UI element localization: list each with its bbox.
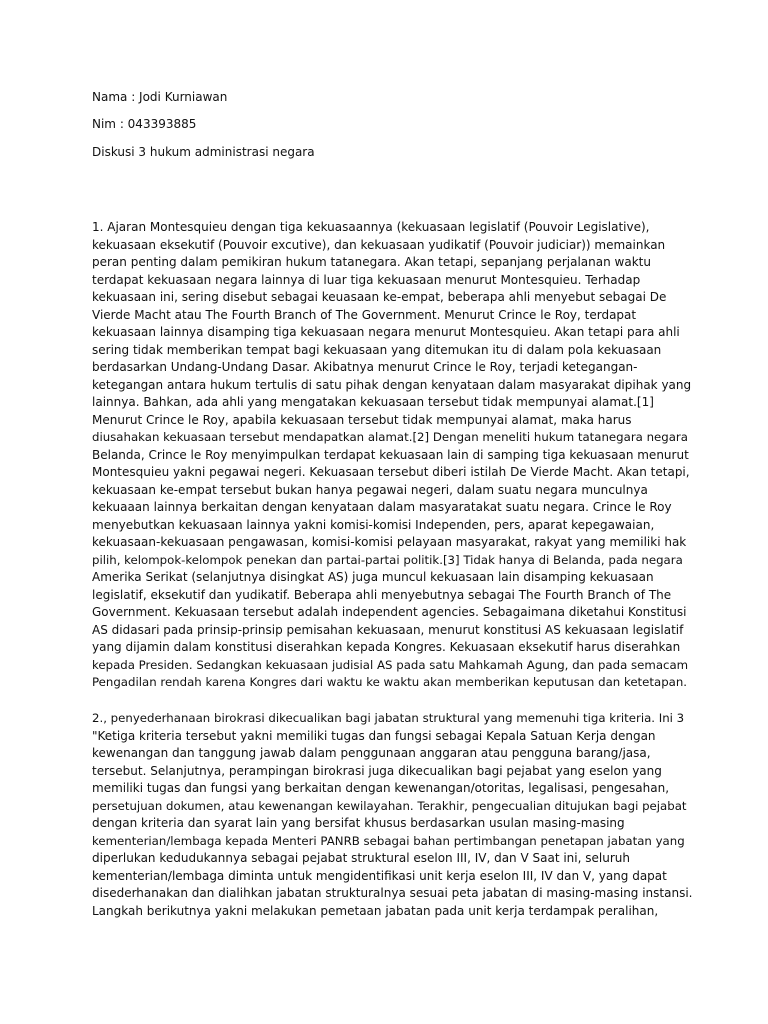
- paragraph-line: "Ketiga kriteria tersebut yakni memiliki tugas dan fungsi sebagai Kepala Satuan Kerja dengan: [92, 728, 656, 743]
- paragraph-line: kekuasaan ke-empat tersebut bukan hanya pegawai negeri, dalam suatu negara munculnya: [92, 482, 648, 497]
- paragraph-line: kekuasaan lainnya disamping tiga kekuasaan negara menurut Montesquieu. Akan tetapi para ahli: [92, 325, 680, 339]
- paragraph-line: menyebutkan kekuasaan lainnya yakni komisi-komisi Independen, pers, aparat kepegawaian,: [92, 517, 655, 532]
- paragraph-line: pilih, kelompok-kelompok penekan dan partai-partai politik.[3] Tidak hanya di Belanda, pada negara: [92, 552, 683, 567]
- paragraph-line: disederhanakan dan dialihkan jabatan strukturalnya sesuai peta jabatan di masing-masing instansi.: [92, 886, 693, 900]
- paragraph-line: terdapat kekuasaan negara lainnya di luar tiga kekuasaan menurut Montesquieu. Terhadap: [92, 272, 641, 287]
- paragraph-line: diusahakan kekuasaan tersebut mendapatkan alamat.[2] Dengan meneliti hukum tatanegara negara: [92, 430, 688, 444]
- discussion-title: Diskusi 3 hukum administrasi negara: [92, 145, 315, 159]
- paragraph-line: Menurut Crince le Roy, apabila kekuasaan tersebut tidak mempunyai alamat, maka harus: [92, 412, 632, 427]
- answer-paragraph-1: [92, 219, 692, 692]
- paragraph-line: Pengadilan rendah karena Kongres dari waktu ke waktu akan memberikan keputusan dan ketetapan.: [92, 675, 688, 689]
- paragraph-line: sering tidak memberikan tempat bagi kekuasaan yang ditemukan itu di dalam pola kekuasaan: [92, 342, 662, 357]
- answer-paragraph-2: [92, 710, 692, 920]
- paragraph-line: Montesquieu yakni pegawai negeri. Kekuasaan tersebut diberi istilah De Vierde Macht. Akan tetapi,: [92, 465, 690, 479]
- paragraph-line: Belanda, Crince le Roy menyimpulkan terdapat kekuasaan lain di samping tiga kekuasaan menurut: [92, 447, 689, 462]
- paragraph-line: peran penting dalam pemikiran hukum tatanegara. Akan tetapi, sepanjang perjalanan waktu: [92, 255, 651, 269]
- paragraph-line: kewenangan dan tanggung jawab dalam penggunaan anggaran atau pengguna barang/jasa,: [92, 746, 651, 760]
- paragraph-line: kekuasaan ini, sering disebut sebagai keuasaan ke-empat, beberapa ahli menyebut sebagai De: [92, 290, 667, 304]
- paragraph-line: kepada Presiden. Sedangkan kekuasaan judisial AS pada satu Mahkamah Agung, dan pada semacam: [92, 657, 689, 672]
- paragraph-line: kekuaaan lainnya berkaitan dengan kenyataan dalam masyaratakat suatu negara. Crince le Roy: [92, 500, 672, 514]
- paragraph-line: legislatif, eksekutif dan yudikatif. Beberapa ahli menyebutnya sebagai The Fourth Branch of The: [92, 587, 672, 602]
- paragraph-line: dengan kriteria dan syarat lain yang bersifat khusus berdasarkan usulan masing-masing: [92, 816, 625, 830]
- paragraph-line: 1. Ajaran Montesquieu dengan tiga kekuasaannya (kekuasaan legislatif (Pouvoir Legislative),: [92, 220, 650, 234]
- paragraph-line: tersebut. Selanjutnya, perampingan birokrasi juga dikecualikan bagi pejabat yang eselon yang: [92, 763, 662, 778]
- paragraph-line: Government. Kekuasaan tersebut adalah independent agencies. Sebagaimana diketahui Konstitusi: [92, 605, 687, 619]
- paragraph-line: kementerian/lembaga diminta untuk mengidentifikasi unit kerja eselon III, IV dan V, yang dapat: [92, 868, 667, 883]
- paragraph-line: berdasarkan Undang-Undang Dasar. Akibatnya menurut Crince le Roy, terjadi ketegangan-: [92, 360, 638, 374]
- paragraph-line: 2., penyederhanaan birokrasi dikecualikan bagi jabatan struktural yang memenuhi tiga kriteria. Ini 3: [92, 711, 685, 725]
- paragraph-line: kementerian/lembaga kepada Menteri PANRB sebagai bahan pertimbangan penetapan jabatan yang: [92, 833, 685, 848]
- paragraph-line: Amerika Serikat (selanjutnya disingkat AS) juga muncul kekuasaan lain disamping kekuasaan: [92, 570, 654, 584]
- paragraph-line: persetujuan dokumen, atau kewenangan kewilayahan. Terakhir, pengecualian ditujukan bagi pejabat: [92, 798, 687, 813]
- paragraph-line: ketegangan antara hukum tertulis di satu pihak dengan kenyataan dalam masyarakat dipihak yang: [92, 377, 692, 392]
- student-id: Nim : 043393885: [92, 117, 197, 131]
- paragraph-line: lainnya. Bahkan, ada ahli yang mengatakan kekuasaan tersebut tidak mempunyai alamat.[1]: [92, 395, 654, 409]
- paragraph-line: memiliki tugas dan fungsi yang berkaitan dengan kewenangan/otoritas, legalisasi, pengesahan,: [92, 781, 670, 795]
- paragraph-line: AS didasari pada prinsip-prinsip pemisahan kekuasaan, menurut konstitusi AS kekuasaan legislatif: [92, 622, 684, 637]
- paragraph-line: yang dijamin dalam konstitusi diserahkan kepada Kongres. Kekuasaan eksekutif harus diserahkan: [92, 640, 681, 654]
- paragraph-line: kekuasaan-kekuasaan pengawasan, komisi-komisi pelayaan masyarakat, rakyat yang memiliki hak: [92, 535, 687, 549]
- student-name: Nama : Jodi Kurniawan: [92, 90, 228, 104]
- paragraph-line: Vierde Macht atau The Fourth Branch of The Government. Menurut Crince le Roy, terdapat: [92, 307, 637, 322]
- paragraph-line: kekuasaan eksekutif (Pouvoir excutive), dan kekuasaan yudikatif (Pouvoir judiciar)) memainkan: [92, 237, 666, 252]
- paragraph-line: Langkah berikutnya yakni melakukan pemetaan jabatan pada unit kerja terdampak peralihan,: [92, 903, 659, 918]
- paragraph-line: diperlukan kedudukannya sebagai pejabat struktural eselon III, IV, dan V Saat ini, seluruh: [92, 851, 630, 865]
